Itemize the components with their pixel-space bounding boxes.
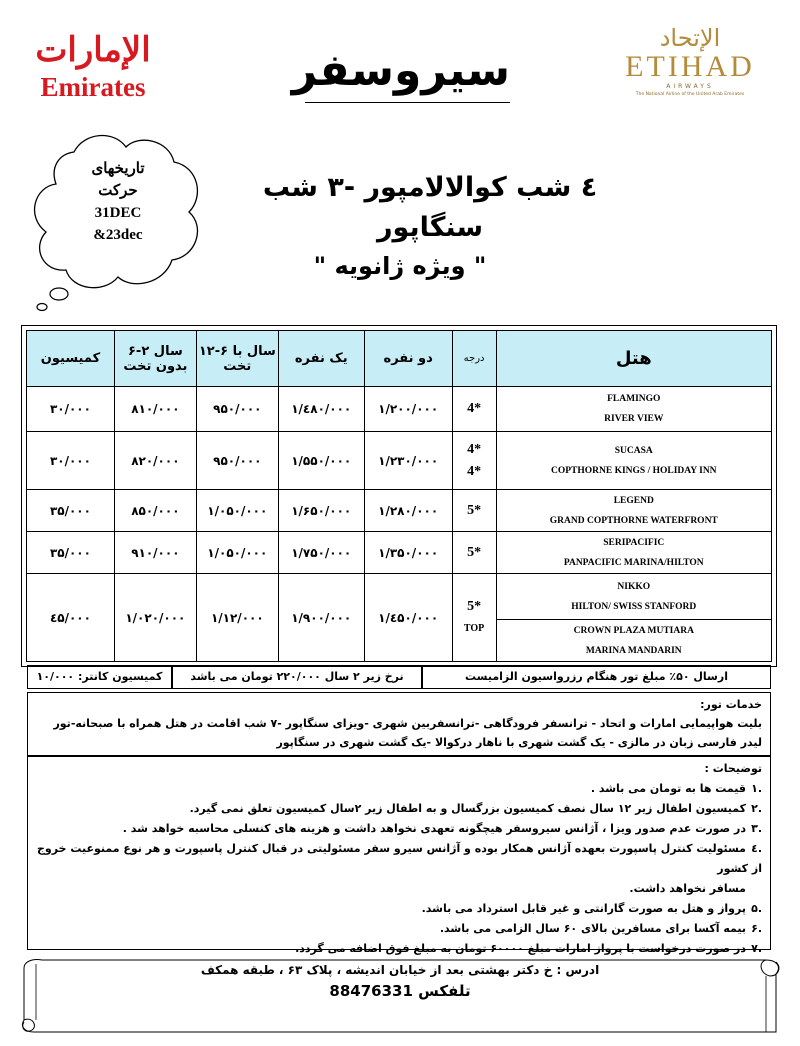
header-child-nobed: ۶-۲ سال بدون تخت xyxy=(114,331,196,387)
note-text: قیمت ها به تومان می باشد . xyxy=(590,782,746,795)
grade-value: 5* xyxy=(467,502,482,518)
note-text: در صورت عدم صدور ویزا ، آژانس سیروسفر هیچگونه تعهدی نخواهد داشت و هزینه های کنسلی محاسبه خواهد شد . xyxy=(122,822,746,835)
cell-hotel xyxy=(496,490,771,532)
price-table xyxy=(26,330,772,662)
cell-commission: ۳۰/۰۰۰ xyxy=(27,432,115,490)
list-item: .۳در صورت عدم صدور ویزا ، آژانس سیروسفر هیچگونه تعهدی نخواهد داشت و هزینه های کنسلی محاسبه خواهد شد . xyxy=(122,822,762,835)
grade-value: 4* xyxy=(467,441,482,457)
etihad-wordmark: ETIHAD xyxy=(625,50,755,83)
dates-line2: حرکت xyxy=(98,183,138,199)
table-row xyxy=(27,532,772,574)
note-text: در صورت درخواست با پرواز امارات مبلغ ۶۰۰۰۰ تومان به مبلغ فوق اضافه می گردد. xyxy=(295,942,746,955)
etihad-airways: AIRWAYS xyxy=(666,83,714,90)
cell-hotel xyxy=(496,532,771,574)
note-text: بیمه آکسا برای مسافرین بالای ۶۰ سال الزامی می باشد. xyxy=(439,922,746,935)
hotel-name: RIVER VIEW xyxy=(604,414,664,424)
etihad-arabic: الإتحاد xyxy=(659,24,721,52)
hotel-name: HILTON/ SWISS STANFORD xyxy=(571,601,697,612)
hotel-name: SUCASA xyxy=(614,445,653,456)
hotel-name: MARINA MANDARIN xyxy=(585,645,682,656)
cell-double: ۱/۳۵۰/۰۰۰ xyxy=(364,532,452,574)
hotel-name: LEGEND xyxy=(613,495,654,506)
cell-double: ۱/۲۰۰/۰۰۰ xyxy=(364,387,452,432)
agency-phone xyxy=(60,980,740,1002)
grade-value: 5* xyxy=(467,598,482,614)
hotel-name: CROWN PLAZA MUTIARA xyxy=(573,625,694,636)
table-header-row xyxy=(27,331,772,387)
cell-single: ۱/۹۰۰/۰۰۰ xyxy=(278,574,364,662)
hotel-name: GRAND COPTHORNE WATERFRONT xyxy=(549,515,718,526)
grade-value: 4* xyxy=(467,401,482,416)
cell-grade xyxy=(452,432,496,490)
cell-child-bed: ۱/۱۲/۰۰۰ xyxy=(196,574,278,662)
cell-child-nobed: ۸۲۰/۰۰۰ xyxy=(114,432,196,490)
cell-single: ۱/۶۵۰/۰۰۰ xyxy=(278,490,364,532)
cell-child-bed: ۱/۰۵۰/۰۰۰ xyxy=(196,532,278,574)
dates-line3: 31DEC xyxy=(94,205,142,221)
list-item: .٤مسئولیت کنترل پاسپورت بعهده آژانس همکار بوده و آژانس سیرو سفر مسئولیتی در قبال کنترل پاسپورت و هر نوع ممنوعیت خروج از کشور xyxy=(36,842,762,875)
agency-brand: سیروسفر xyxy=(291,45,510,96)
cell-grade xyxy=(452,387,496,432)
hotel-name: NIKKO xyxy=(617,581,651,592)
deposit-note: ارسال ۵۰٪ مبلغ تور هنگام رزرواسیون الزامیست xyxy=(422,665,771,689)
cell-child-bed: ۹۵۰/۰۰۰ xyxy=(196,387,278,432)
table-row xyxy=(27,490,772,532)
cell-child-bed: ۱/۰۵۰/۰۰۰ xyxy=(196,490,278,532)
services-line: بلیت هواپیمایی امارات و اتحاد - ترانسفر فرودگاهی -ترانسفربین شهری -ویزای سنگاپور -۷ شب اقامت در هتل همراه با صبحانه-تور xyxy=(53,717,762,730)
cell-commission: ٤۵/۰۰۰ xyxy=(27,574,115,662)
header-grade: درجه xyxy=(452,331,496,387)
header-double: دو نفره xyxy=(364,331,452,387)
notes-list xyxy=(36,779,762,959)
note-text: پرواز و هتل به صورت گارانتی و غیر قابل استرداد می باشد. xyxy=(421,902,746,915)
note-text: مسئولیت کنترل پاسپورت بعهده آژانس همکار بوده و آژانس سیرو سفر مسئولیتی در قبال کنترل پاسپورت و هر نوع ممنوعیت خروج از کشور xyxy=(36,842,762,875)
grade-top-label: TOP xyxy=(463,622,485,634)
info-row xyxy=(27,665,771,689)
phone-number: 88476331 xyxy=(329,982,413,1000)
agency-address: ادرس : خ دکتر بهشتی بعد از خیابان اندیشه ، پلاک ۶۳ ، طبقه همکف xyxy=(200,963,600,977)
dates-line4: &23dec xyxy=(93,227,143,243)
header-hotel: هتل xyxy=(496,331,771,387)
list-item: .۷در صورت درخواست با پرواز امارات مبلغ ۶۰۰۰۰ تومان به مبلغ فوق اضافه می گردد. xyxy=(295,942,762,955)
hotel-name: COPTHORNE KINGS / HOLIDAY INN xyxy=(550,465,717,476)
cell-child-bed: ۹۵۰/۰۰۰ xyxy=(196,432,278,490)
cell-double: ۱/۲۳۰/۰۰۰ xyxy=(364,432,452,490)
cell-child-nobed: ۸۵۰/۰۰۰ xyxy=(114,490,196,532)
cell-commission: ۳۵/۰۰۰ xyxy=(27,490,115,532)
note-text-cont: مسافر نخواهد داشت. xyxy=(629,882,746,895)
cell-commission: ۳۵/۰۰۰ xyxy=(27,532,115,574)
list-item: .۲کمیسیون اطفال زیر ۱۲ سال نصف کمیسیون بزرگسال و به اطفال زیر ۲سال کمیسیون تعلق نمی گیرد. xyxy=(189,802,762,815)
header-single: یک نفره xyxy=(278,331,364,387)
cell-grade xyxy=(452,490,496,532)
cell-double: ۱/٤۵۰/۰۰۰ xyxy=(364,574,452,662)
table-row xyxy=(27,387,772,432)
brand-underline xyxy=(305,102,510,103)
header-commission: کمیسیون xyxy=(27,331,115,387)
table-row xyxy=(27,432,772,490)
phone-label: تلفکس xyxy=(418,982,471,1000)
cell-hotel xyxy=(496,620,771,662)
dates-line1: تاریخهای xyxy=(91,161,145,177)
grade-value: 5* xyxy=(467,544,482,560)
cell-double: ۱/۲۸۰/۰۰۰ xyxy=(364,490,452,532)
services-title: خدمات تور: xyxy=(700,698,762,711)
cell-child-nobed: ۱/۰۲۰/۰۰۰ xyxy=(114,574,196,662)
cell-hotel xyxy=(496,387,771,432)
etihad-logo xyxy=(610,24,770,98)
grade-value: 4* xyxy=(467,463,482,479)
list-item: .۱قیمت ها به تومان می باشد . xyxy=(590,782,762,795)
tour-title: ٤ شب کوالالامپور -٣ شب سنگاپور xyxy=(262,172,598,243)
emirates-wordmark: Emirates xyxy=(40,72,146,102)
services-line: لیدر فارسی زبان در مالزی - یک گشت شهری با ناهار درکوالا -یک گشت شهری در سنگاپور xyxy=(276,736,762,749)
counter-commission: کمیسیون کانتر: ۱۰/۰۰۰ xyxy=(27,665,172,689)
cell-commission: ۳۰/۰۰۰ xyxy=(27,387,115,432)
cell-single: ۱/۵۵۰/۰۰۰ xyxy=(278,432,364,490)
notes-section xyxy=(27,756,771,955)
cell-child-nobed: ۸۱۰/۰۰۰ xyxy=(114,387,196,432)
hotel-name: PANPACIFIC MARINA/HILTON xyxy=(563,557,704,568)
emirates-logo xyxy=(28,28,158,102)
note-text: کمیسیون اطفال زیر ۱۲ سال نصف کمیسیون بزرگسال و به اطفال زیر ۲سال کمیسیون تعلق نمی گیرد. xyxy=(189,802,746,815)
hotel-name: FLAMINGO xyxy=(607,394,661,404)
cell-single: ۱/۷۵۰/۰۰۰ xyxy=(278,532,364,574)
emirates-calligraphy: الإمارات xyxy=(35,30,151,70)
cell-grade xyxy=(452,532,496,574)
cell-grade xyxy=(452,574,496,662)
header-child-bed: ۱۲-۶ سال با تخت xyxy=(196,331,278,387)
list-item: .۶بیمه آکسا برای مسافرین بالای ۶۰ سال الزامی می باشد. xyxy=(439,922,762,935)
list-item xyxy=(36,879,762,899)
etihad-tagline: The National Airline of the United Arab Emirates xyxy=(635,92,745,97)
cell-hotel xyxy=(496,432,771,490)
notes-title: توضیحات : xyxy=(704,762,762,775)
hotel-name: SERIPACIFIC xyxy=(603,537,665,548)
cell-hotel xyxy=(496,574,771,620)
list-item: .۵پرواز و هتل به صورت گارانتی و غیر قابل استرداد می باشد. xyxy=(421,902,762,915)
cell-child-nobed: ۹۱۰/۰۰۰ xyxy=(114,532,196,574)
price-table-frame xyxy=(21,325,777,667)
departure-dates xyxy=(58,158,178,246)
tour-subtitle: " ویژه ژانویه " xyxy=(313,252,487,280)
table-row xyxy=(27,574,772,620)
tour-services xyxy=(27,692,771,756)
cell-single: ۱/٤۸۰/۰۰۰ xyxy=(278,387,364,432)
infant-rate-note: نرخ زیر ۲ سال ۲۲۰/۰۰۰ تومان می باشد xyxy=(172,665,422,689)
